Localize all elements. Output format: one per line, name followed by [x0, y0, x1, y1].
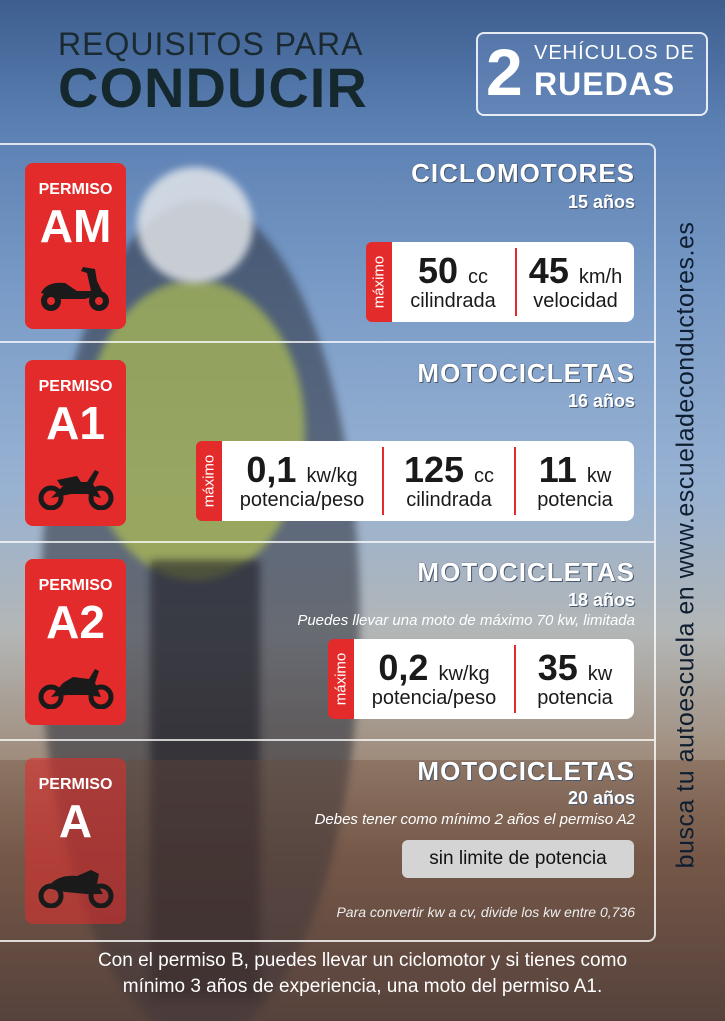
section-divider — [0, 541, 654, 543]
poster: REQUISITOS PARA CONDUCIR 2 VEHÍCULOS DE RUEDAS busca tu autoescuela en www.escueladeconductores.es PERMISO AM CICLOMOTORES 15 años máximo 50 cc cilindrada 45 km/h velocidad PERMISO A1 MOTOCICLETAS 16 años máximo 0,1 kw/kg potencia/peso 125 cc cilindrada 11 kw potencia PERMISO A2 MOTOCICLETAS 18 años Puedes llevar una moto de máximo 70 kw, limitada máximo 0,2 kw/kg potencia/peso 35 kw potencia PERMISO A MOTOCICLETAS 20 años Debes tener como mínimo 2 años el permiso A2 sin limite de potencia Para convertir kw a cv, divide los kw entre 0,736 Con el permiso B, puedes llevar un ciclomotor y si tienes como mínimo 3 años de experiencia, una moto del permiso A1. — [0, 0, 725, 1021]
sport-bike-icon — [37, 862, 115, 908]
max-tag: máximo — [328, 639, 354, 719]
spec-displacement: 50 cc cilindrada — [410, 250, 496, 312]
permit-badge-a2 — [25, 559, 126, 725]
spec-power: 35 kw potencia — [537, 647, 613, 709]
category-title: MOTOCICLETAS — [417, 358, 635, 388]
permit-code: A2 — [46, 596, 105, 648]
spec-power-weight: 0,1 kw/kg potencia/peso — [239, 449, 365, 511]
spec-power-weight: 0,2 kw/kg potencia/peso — [371, 647, 497, 709]
permit-badge-a1 — [25, 360, 126, 526]
vehicle-type-badge — [476, 32, 708, 116]
permit-code: A1 — [46, 397, 105, 449]
category-title: MOTOCICLETAS — [417, 557, 635, 587]
permit-badge-am — [25, 163, 126, 329]
permit-badge-a — [25, 758, 126, 924]
naked-bike-icon — [37, 663, 115, 709]
permit-code: AM — [39, 200, 112, 252]
permit-label: PERMISO — [38, 577, 113, 594]
footer-line-2: mínimo 3 años de experiencia, una moto del permiso A1. — [122, 976, 603, 997]
max-tag: máximo — [366, 242, 392, 322]
vehicle-top-text: VEHÍCULOS DE — [534, 42, 695, 64]
footer-line-1: Con el permiso B, puedes llevar un ciclomotor y si tienes como — [97, 950, 628, 971]
permit-note: Debes tener como mínimo 2 años el permiso A2 — [314, 811, 635, 828]
conversion-note: Para convertir kw a cv, divide los kw entre 0,736 — [336, 904, 635, 920]
permit-label: PERMISO — [38, 378, 113, 395]
spec-card — [196, 441, 634, 521]
spec-speed: 45 km/h velocidad — [528, 250, 623, 312]
scooter-icon — [37, 267, 115, 313]
spec-card — [328, 639, 634, 719]
section-divider — [0, 341, 654, 343]
vehicle-number: 2 — [486, 35, 523, 109]
title-line-2: CONDUCIR — [58, 56, 368, 119]
no-power-limit-label: sin limite de potencia — [402, 840, 634, 878]
max-tag: máximo — [196, 441, 222, 521]
minimum-age: 15 años — [567, 192, 635, 212]
category-title: MOTOCICLETAS — [417, 756, 635, 786]
spec-card — [366, 242, 634, 322]
permit-label: PERMISO — [38, 181, 113, 198]
permit-code: A — [58, 795, 93, 847]
category-title: CICLOMOTORES — [411, 158, 635, 188]
spec-displacement: 125 cc cilindrada — [403, 449, 495, 511]
dirt-bike-icon — [37, 464, 115, 510]
section-divider — [0, 739, 654, 741]
minimum-age: 18 años — [567, 590, 635, 610]
spec-power: 11 kw potencia — [537, 449, 613, 511]
title-line-1: REQUISITOS PARA — [58, 26, 364, 62]
permit-label: PERMISO — [38, 776, 113, 793]
minimum-age: 16 años — [567, 391, 635, 411]
permit-note: Puedes llevar una moto de máximo 70 kw, limitada — [297, 612, 635, 629]
minimum-age: 20 años — [567, 788, 635, 808]
footer-note — [0, 948, 725, 1000]
vehicle-bottom-text: RUEDAS — [534, 66, 676, 102]
